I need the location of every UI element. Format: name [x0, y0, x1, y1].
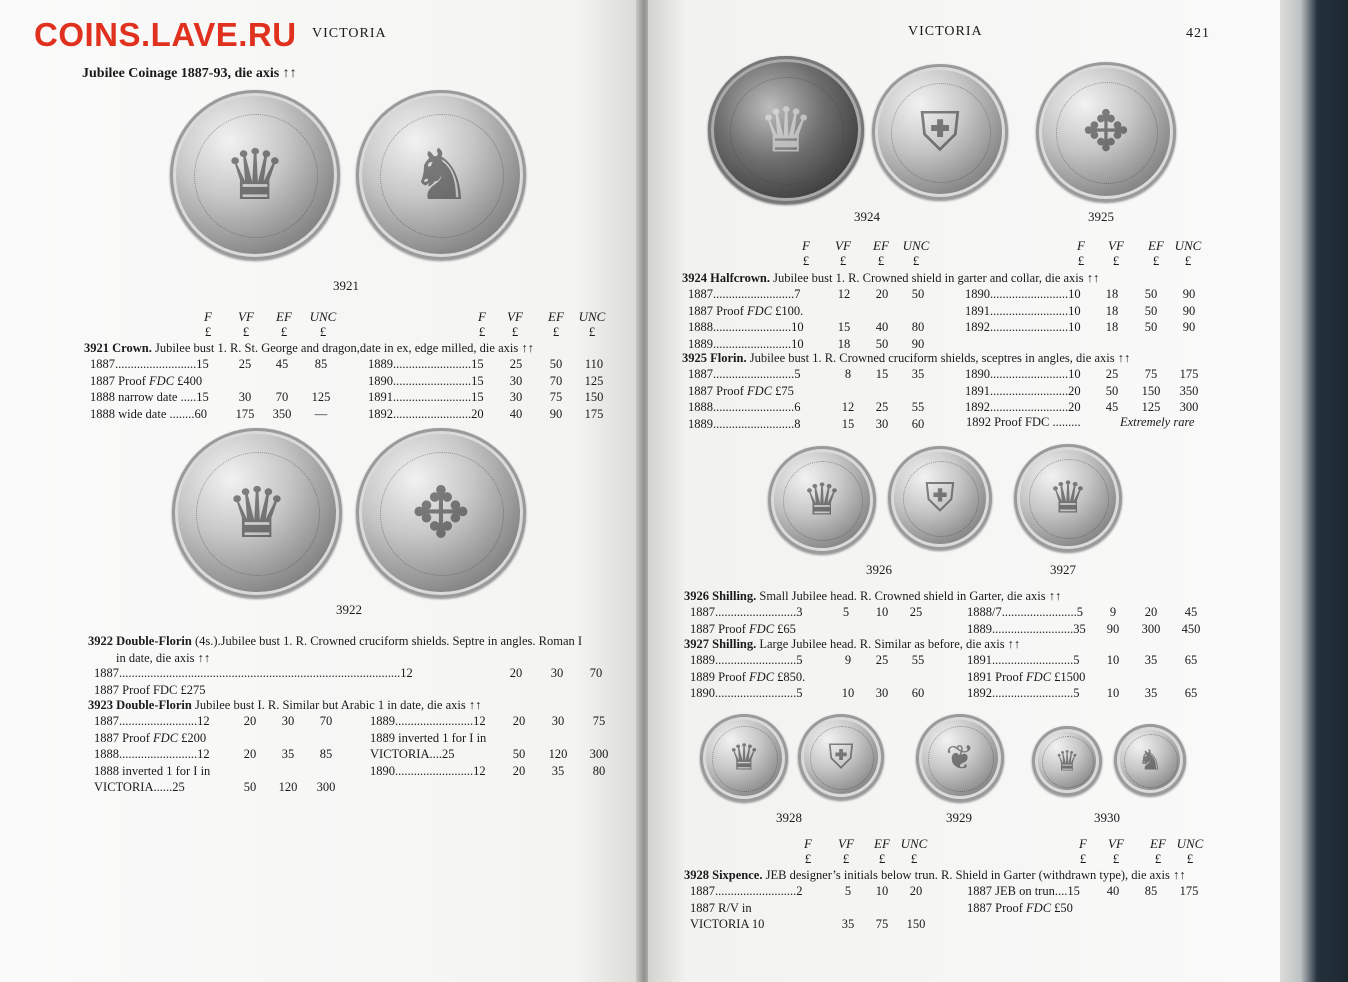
price-row-label: 1887 JEB on trun....15 — [967, 884, 1080, 898]
price-row — [967, 622, 1267, 638]
price-row-label: 1891 Proof FDC £1500 — [967, 669, 1086, 684]
header-unc: UNC £ — [309, 309, 337, 339]
price-value: 75 — [592, 714, 606, 728]
price-row — [690, 686, 990, 702]
price-value: 90 — [1182, 287, 1196, 301]
price-row — [94, 747, 394, 763]
price-value: 30 — [238, 390, 252, 404]
price-value: 30 — [509, 373, 523, 388]
entry-3922-row: 1887..........................................................................................12 20 30 70 — [94, 666, 603, 680]
price-row-label: 1887 Proof FDC £75 — [688, 383, 794, 398]
caption-3930: 3930 — [1094, 810, 1120, 825]
coin-3925-reverse: ✥ — [1036, 62, 1176, 202]
coin-3926-reverse: ⛨ — [888, 446, 992, 550]
price-value: 35 — [551, 763, 565, 778]
price-value: 40 — [875, 320, 889, 334]
price-row-label: 1889 inverted 1 for I in — [370, 730, 487, 745]
price-value: 40 — [1106, 884, 1120, 898]
header-ef: EF £ — [873, 238, 889, 268]
header-f: F £ — [1077, 238, 1085, 268]
price-row — [94, 714, 394, 730]
header-f: F £ — [802, 238, 810, 268]
price-row — [90, 374, 390, 390]
price-value: 10 — [841, 686, 855, 700]
price-value: 300 — [1179, 400, 1199, 414]
coin-3930-obverse: ♛ — [1032, 726, 1102, 796]
price-value: 20 — [512, 763, 526, 778]
price-value: 175 — [1179, 884, 1199, 898]
price-row-label: 1889..........................35 — [967, 621, 1086, 636]
price-row-label: 1888 inverted 1 for I in — [94, 763, 211, 778]
price-value: 90 — [1182, 320, 1196, 334]
price-value: 9 — [1109, 605, 1117, 619]
header-ef: EF £ — [1148, 238, 1164, 268]
price-value: 45 — [1105, 400, 1119, 414]
caption-3928: 3928 — [776, 810, 802, 825]
price-value: 120 — [278, 780, 298, 794]
price-value: 150 — [584, 390, 604, 404]
price-row-label: 1887 Proof FDC £200 — [94, 730, 207, 745]
price-value: 25 — [875, 653, 889, 667]
price-row — [688, 367, 988, 383]
price-row — [94, 764, 394, 780]
price-value: 30 — [509, 390, 523, 404]
caption-3924: 3924 — [854, 209, 880, 224]
price-row — [688, 417, 988, 433]
caption-3929: 3929 — [946, 810, 972, 825]
left-running-head: VICTORIA — [312, 26, 387, 41]
price-row-label: 1887..........................2 — [690, 884, 803, 898]
price-row-label: 1888/7........................5 — [967, 605, 1083, 619]
price-row-label: 1889.........................12 — [370, 714, 486, 728]
header-vf: VF £ — [1108, 836, 1124, 866]
price-value: 75 — [1144, 367, 1158, 381]
price-row-label: VICTORIA......25 — [94, 780, 185, 794]
price-value: 85 — [319, 747, 333, 761]
price-value: 18 — [1105, 320, 1119, 334]
price-value: 9 — [844, 653, 852, 667]
price-row — [688, 304, 988, 320]
coin-3922-reverse: ✥ — [356, 428, 526, 598]
price-value: 80 — [592, 763, 606, 778]
header-unc: UNC £ — [578, 309, 606, 339]
price-value: 55 — [911, 400, 925, 414]
price-row-label: 1889 Proof FDC £850. — [690, 669, 806, 684]
price-value: 20 — [909, 884, 923, 898]
price-value: 30 — [875, 416, 889, 431]
price-value: 25 — [909, 605, 923, 619]
price-row-label: 1888 wide date ........60 — [90, 406, 207, 421]
entry-3928-title: 3928 Sixpence. JEB designer’s initials below trun. R. Shield in Garter (withdrawn type), die axis ↑↑ — [684, 868, 1186, 882]
price-value: 30 — [875, 686, 889, 700]
price-value: 350 — [272, 406, 292, 421]
price-row-label: 1891.........................15 — [368, 390, 484, 404]
price-row — [368, 407, 668, 423]
price-row-label: 1889.........................15 — [368, 357, 484, 371]
price-row — [967, 884, 1267, 900]
price-value: 350 — [1179, 383, 1199, 398]
price-row-label: 1887..........................5 — [688, 367, 801, 381]
price-value: 65 — [1184, 686, 1198, 700]
price-value: 90 — [549, 406, 563, 421]
price-value: 300 — [1141, 621, 1161, 636]
price-row-label: 1892..........................5 — [967, 686, 1080, 700]
price-value: 125 — [311, 390, 331, 404]
price-value: 20 — [243, 714, 257, 728]
price-value: 18 — [837, 336, 851, 351]
header-unc: UNC £ — [900, 836, 928, 866]
watermark-logo: COINS.LAVE.RU — [34, 16, 297, 53]
price-value: 50 — [1144, 287, 1158, 301]
price-value: 50 — [1144, 303, 1158, 318]
price-row — [368, 390, 668, 406]
price-row-label: 1890.........................15 — [368, 373, 484, 388]
price-value: 60 — [911, 686, 925, 700]
price-value: — — [314, 406, 328, 421]
price-row — [690, 884, 990, 900]
price-row — [690, 653, 990, 669]
price-row-label: 1887.........................12 — [94, 714, 210, 728]
header-vf: VF £ — [238, 309, 254, 339]
price-value: 70 — [275, 390, 289, 404]
price-row-label: 1889..........................8 — [688, 416, 801, 431]
price-row — [965, 400, 1265, 416]
price-row — [690, 605, 990, 621]
price-value: 15 — [837, 320, 851, 334]
price-row — [688, 320, 988, 336]
price-row-label: 1892.........................20 — [368, 406, 484, 421]
price-row-label: 1887 Proof FDC £400 — [90, 373, 203, 388]
header-ef: EF £ — [874, 836, 890, 866]
header-vf: VF £ — [1108, 238, 1124, 268]
price-value: 50 — [911, 287, 925, 301]
price-value: 5 — [844, 884, 852, 898]
price-row — [965, 320, 1265, 336]
price-value: 65 — [1184, 653, 1198, 667]
price-value: 55 — [911, 653, 925, 667]
price-row-label: VICTORIA 10 — [690, 917, 765, 931]
header-unc: UNC £ — [1174, 238, 1202, 268]
price-row-label: 1887 Proof FDC £65 — [690, 621, 796, 636]
price-row — [690, 670, 990, 686]
coin-3928-obverse: ♛ — [700, 714, 788, 802]
price-row — [967, 686, 1267, 702]
price-value: 25 — [509, 357, 523, 371]
price-value: 80 — [911, 320, 925, 334]
coin-3921-obverse: ♛ — [170, 90, 340, 260]
price-row-label: 1888..........................6 — [688, 400, 801, 414]
price-value: 120 — [548, 747, 568, 761]
coin-3924-obverse: ♛ — [708, 56, 864, 204]
price-value: 18 — [1105, 303, 1119, 318]
entry-3922-title: 3922 Double-Florin (4s.).Jubilee bust 1. R. Crowned cruciform shields. Septre in angles. Roman I — [88, 634, 583, 648]
price-value: 5 — [842, 605, 850, 619]
entry-3922-continued: in date, die axis ↑↑ — [116, 651, 211, 665]
price-value: 50 — [549, 357, 563, 371]
price-value: 50 — [1105, 383, 1119, 398]
header-f: F £ — [204, 309, 212, 339]
entry-3925-title: 3925 Florin. Jubilee bust 1. R. Crowned cruciform shields, sceptres in angles, die axis ↑↑ — [682, 351, 1131, 365]
price-row — [965, 304, 1265, 320]
header-unc: UNC £ — [1176, 836, 1204, 866]
price-value: 110 — [584, 357, 604, 371]
price-value: 90 — [1106, 621, 1120, 636]
header-ef: EF £ — [276, 309, 292, 339]
coin-3930-reverse: ♞ — [1114, 724, 1186, 796]
price-value: 50 — [1144, 320, 1158, 334]
price-row-label: 1891.........................10 — [965, 303, 1081, 318]
price-row-label: 1889..........................5 — [690, 653, 803, 667]
price-row — [967, 653, 1267, 669]
caption-3921: 3921 — [333, 278, 359, 293]
price-row — [690, 917, 990, 933]
price-value: 175 — [584, 406, 604, 421]
price-value: 50 — [243, 780, 257, 794]
price-row-label: VICTORIA....25 — [370, 747, 455, 761]
price-row-label: 1887..........................15 — [90, 357, 209, 371]
price-row — [688, 287, 988, 303]
price-value: 35 — [281, 747, 295, 761]
price-value: 10 — [1106, 686, 1120, 700]
price-value: 25 — [875, 400, 889, 414]
price-row — [965, 287, 1265, 303]
price-value: 125 — [1141, 400, 1161, 414]
coin-3922-obverse: ♛ — [172, 428, 342, 598]
price-value: 45 — [275, 357, 289, 371]
price-row-label: 1887 Proof FDC £100. — [688, 303, 804, 318]
coin-3924-reverse: ⛨ — [872, 64, 1008, 200]
header-f: F £ — [478, 309, 486, 339]
price-value: 35 — [1144, 653, 1158, 667]
price-value: 8 — [844, 367, 852, 381]
price-row — [688, 400, 988, 416]
coin-3926-obverse: ♛ — [768, 446, 876, 554]
section-title: Jubilee Coinage 1887-93, die axis ↑↑ — [82, 66, 297, 81]
price-value: 20 — [512, 714, 526, 728]
price-row-label: 1891..........................5 — [967, 653, 1080, 667]
price-value: 125 — [584, 373, 604, 388]
price-value: 60 — [911, 416, 925, 431]
price-row — [370, 714, 670, 730]
price-value: 150 — [1141, 383, 1161, 398]
price-value: 40 — [509, 406, 523, 421]
coin-3928-reverse: ⛨ — [798, 714, 884, 800]
price-value: 15 — [841, 416, 855, 431]
price-value: 35 — [1144, 686, 1158, 700]
price-row-label: 1887 Proof FDC £50 — [967, 900, 1073, 915]
coin-3927-obverse: ♛ — [1014, 444, 1122, 552]
price-value: 175 — [235, 406, 255, 421]
price-row — [965, 384, 1265, 400]
entry-3921-title: 3921 Crown. Jubilee bust 1. R. St. George and dragon,date in ex, edge milled, die axis ↑↑ — [84, 341, 534, 355]
caption-3925: 3925 — [1088, 209, 1114, 224]
coin-3921-reverse: ♞ — [356, 90, 526, 260]
price-value: 90 — [1182, 303, 1196, 318]
header-f: F £ — [804, 836, 812, 866]
price-value: 20 — [1144, 605, 1158, 619]
price-row — [94, 780, 394, 796]
price-row — [690, 901, 990, 917]
price-value: 85 — [314, 357, 328, 371]
price-value: 35 — [841, 917, 855, 931]
price-row-label: 1892.........................10 — [965, 320, 1081, 334]
entry-3923-title: 3923 Double-Florin Jubilee bust I. R. Similar but Arabic 1 in date, die axis ↑↑ — [88, 698, 482, 712]
price-row — [370, 747, 670, 763]
price-value: 75 — [875, 917, 889, 931]
caption-3922: 3922 — [336, 602, 362, 617]
price-row — [967, 901, 1267, 917]
price-row — [90, 407, 390, 423]
price-value: 30 — [551, 714, 565, 728]
price-value: 35 — [911, 367, 925, 381]
price-value: 90 — [911, 336, 925, 351]
price-row-label: 1889.........................10 — [688, 336, 804, 351]
caption-3926: 3926 — [866, 562, 892, 577]
price-row — [690, 622, 990, 638]
price-row-label: 1887..........................3 — [690, 605, 803, 619]
price-value: 15 — [875, 367, 889, 381]
header-vf: VF £ — [835, 238, 851, 268]
entry-3924-title: 3924 Halfcrown. Jubilee bust 1. R. Crowned shield in garter and collar, die axis ↑↑ — [682, 271, 1100, 285]
entry-3925-proof-1892: 1892 Proof FDC ......... Extremely rare — [966, 415, 1195, 429]
price-value: 50 — [875, 336, 889, 351]
price-row-label: 1890.........................10 — [965, 287, 1081, 301]
price-value: 12 — [841, 400, 855, 414]
price-value: 85 — [1144, 884, 1158, 898]
price-row-label: 1891.........................20 — [965, 383, 1081, 398]
price-row — [368, 357, 668, 373]
price-value: 450 — [1181, 621, 1201, 636]
header-vf: VF £ — [838, 836, 854, 866]
entry-3926-title: 3926 Shilling. Small Jubilee head. R. Crowned shield in Garter, die axis ↑↑ — [684, 589, 1062, 603]
header-f: F £ — [1079, 836, 1087, 866]
price-value: 300 — [589, 747, 609, 761]
price-value: 10 — [875, 884, 889, 898]
price-row — [370, 764, 670, 780]
price-value: 175 — [1179, 367, 1199, 381]
header-ef: EF £ — [1150, 836, 1166, 866]
price-row — [90, 357, 390, 373]
price-row — [368, 374, 668, 390]
caption-3927: 3927 — [1050, 562, 1076, 577]
header-ef: EF £ — [548, 309, 564, 339]
price-value: 75 — [549, 390, 563, 404]
entry-3927-title: 3927 Shilling. Large Jubilee head. R. Similar as before, die axis ↑↑ — [684, 637, 1021, 651]
price-row-label: 1888 narrow date .....15 — [90, 390, 209, 404]
header-vf: VF £ — [507, 309, 523, 339]
price-value: 70 — [319, 714, 333, 728]
price-value: 25 — [1105, 367, 1119, 381]
price-row — [965, 367, 1265, 383]
price-row — [370, 731, 670, 747]
price-value: 12 — [837, 287, 851, 301]
price-row-label: 1892.........................20 — [965, 400, 1081, 414]
price-value: 150 — [906, 917, 926, 931]
price-row-label: 1890.........................10 — [965, 367, 1081, 381]
price-value: 10 — [875, 605, 889, 619]
price-value: 70 — [549, 373, 563, 388]
price-row — [967, 670, 1267, 686]
book-edge — [1280, 0, 1348, 982]
price-row-label: 1890..........................5 — [690, 686, 803, 700]
price-row-label: 1888.........................12 — [94, 747, 210, 761]
right-running-head: VICTORIA — [908, 24, 983, 39]
coin-3929-reverse: ❦ — [916, 714, 1004, 802]
price-row-label: 1890.........................12 — [370, 763, 486, 778]
price-value: 20 — [243, 747, 257, 761]
price-value: 20 — [875, 287, 889, 301]
price-row-label: 1888.........................10 — [688, 320, 804, 334]
price-value: 25 — [238, 357, 252, 371]
price-value: 18 — [1105, 287, 1119, 301]
price-row — [94, 731, 394, 747]
header-unc: UNC £ — [902, 238, 930, 268]
price-value: 45 — [1184, 605, 1198, 619]
price-row — [967, 605, 1267, 621]
price-row-label: 1887..........................7 — [688, 287, 801, 301]
price-row-label: 1887 R/V in — [690, 900, 752, 915]
price-value: 50 — [512, 747, 526, 761]
price-row — [688, 384, 988, 400]
price-row — [90, 390, 390, 406]
price-value: 30 — [281, 714, 295, 728]
price-value: 300 — [316, 780, 336, 794]
page-number: 421 — [1186, 26, 1210, 41]
price-value: 10 — [1106, 653, 1120, 667]
